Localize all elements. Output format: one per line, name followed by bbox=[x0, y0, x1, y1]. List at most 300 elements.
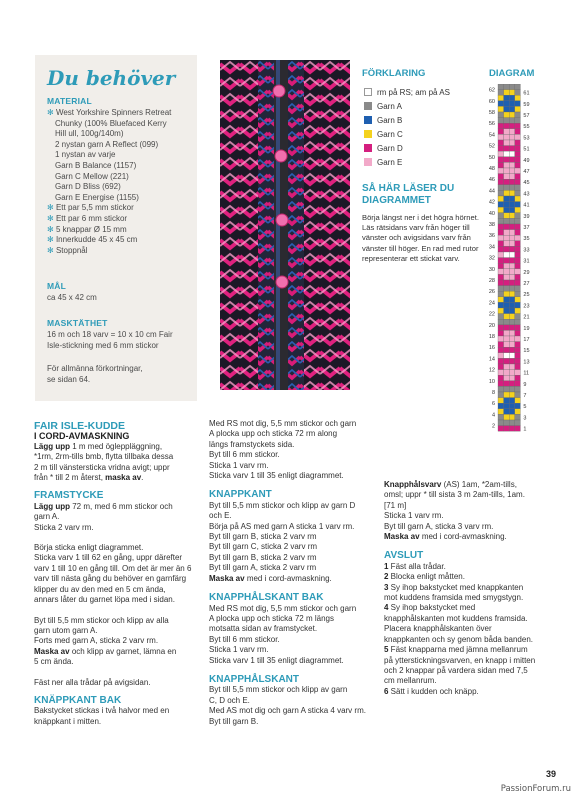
row-number-right: 5 bbox=[523, 404, 527, 411]
chart-cell bbox=[509, 336, 515, 342]
chart-cell bbox=[515, 151, 521, 157]
row-number-right: 61 bbox=[523, 90, 530, 97]
legend-item: rm på RS; am på AS bbox=[364, 87, 450, 97]
chart-cell bbox=[509, 95, 515, 101]
chart-cell bbox=[509, 196, 515, 202]
knitting-chart-grid bbox=[480, 84, 542, 444]
chart-cell bbox=[504, 319, 510, 325]
chart-cell bbox=[498, 302, 504, 308]
chart-cell bbox=[515, 246, 521, 252]
row-number-right: 37 bbox=[523, 225, 530, 231]
material-item: Garn B Balance (1157) bbox=[55, 160, 137, 170]
legend-item: Garn A bbox=[364, 101, 402, 111]
chart-cell bbox=[498, 151, 504, 157]
chart-cell bbox=[504, 274, 510, 280]
chart-cell bbox=[504, 342, 510, 348]
chart-cell bbox=[509, 274, 515, 280]
chart-cell bbox=[509, 314, 515, 320]
row-number-left: 36 bbox=[488, 233, 495, 240]
chart-cell bbox=[498, 157, 504, 163]
chart-cell bbox=[504, 157, 510, 163]
row-number-left: 32 bbox=[488, 255, 495, 262]
material-item: ✻ Ett par 6 mm stickor bbox=[47, 213, 128, 223]
chart-cell bbox=[498, 190, 504, 196]
chart-cell bbox=[515, 101, 521, 107]
chart-cell bbox=[515, 386, 521, 392]
row-number-right: 53 bbox=[523, 135, 530, 142]
material-item: Hill ull, 100g/140m) bbox=[55, 129, 124, 139]
material-item: Garn E Energise (1155) bbox=[55, 192, 139, 202]
chart-cell bbox=[504, 123, 510, 129]
chart-cell bbox=[509, 112, 515, 118]
chart-cell bbox=[515, 207, 521, 213]
legend-item: Garn B bbox=[364, 115, 402, 125]
chart-cell bbox=[504, 230, 510, 236]
chart-cell bbox=[509, 342, 515, 348]
row-number-left: 56 bbox=[488, 121, 495, 128]
chart-cell bbox=[498, 370, 504, 376]
row-number-right: 13 bbox=[523, 359, 530, 366]
chart-cell bbox=[509, 168, 515, 174]
row-number-left: 10 bbox=[488, 378, 495, 385]
paragraph: Byt till 5,5 mm stickor och klipp av alla garn utom garn A. Forts med garn A, sticka 2 varv rm. Maska av och klipp av garnet, lämna en 5 cm ända. bbox=[34, 615, 177, 667]
chart-cell bbox=[509, 202, 515, 208]
row-number-left: 42 bbox=[488, 199, 495, 206]
chart-cell bbox=[504, 196, 510, 202]
chart-cell bbox=[504, 162, 510, 168]
chart-cell bbox=[515, 179, 521, 185]
pattern-title: FAIR ISLE-KUDDE bbox=[34, 420, 126, 432]
cushion-photo bbox=[220, 60, 350, 390]
chart-cell bbox=[498, 263, 504, 269]
chart-cell bbox=[504, 353, 510, 359]
chart-cell bbox=[509, 151, 515, 157]
row-number-right: 25 bbox=[523, 292, 530, 299]
watermark: PassionForum.ru bbox=[500, 784, 571, 794]
row-number-left: 54 bbox=[488, 132, 495, 139]
chart-cell bbox=[504, 426, 510, 432]
paragraph: Med RS mot dig, 5,5 mm stickor och garn A plocka upp och sticka 72 m längs motsatta sidan av framstycket. Byt till 6 mm stickor. Sticka 1 varv rm. Sticka varv 1 till 35 enligt diagrammet. bbox=[209, 603, 357, 665]
material-item: ✻ Stoppnål bbox=[47, 245, 88, 255]
material-item: Chunky (100% Bluefaced Kerry bbox=[55, 118, 167, 128]
row-number-right: 55 bbox=[523, 124, 530, 131]
chart-cell bbox=[515, 364, 521, 370]
knit-pattern-image bbox=[220, 60, 350, 390]
chart-cell bbox=[509, 230, 515, 236]
chart-cell bbox=[504, 347, 510, 353]
chart-cell bbox=[515, 420, 521, 426]
material-item: 2 nystan garn A Reflect (099) bbox=[55, 139, 159, 149]
row-number-left: 58 bbox=[488, 110, 495, 116]
chart-cell bbox=[504, 168, 510, 174]
chart-cell bbox=[504, 386, 510, 392]
chart-cell bbox=[504, 241, 510, 247]
chart-cell bbox=[498, 134, 504, 140]
chart-cell bbox=[515, 129, 521, 135]
chart-cell bbox=[504, 213, 510, 219]
chart-cell bbox=[515, 95, 521, 101]
chart-cell bbox=[504, 308, 510, 314]
gauge-heading: MASKTÄTHET bbox=[47, 318, 108, 328]
chart-cell bbox=[509, 263, 515, 269]
chart-cell bbox=[498, 185, 504, 191]
chart-cell bbox=[504, 370, 510, 376]
abbreviations-note: För allmänna förkortningar, se sidan 64. bbox=[47, 364, 143, 384]
chart-cell bbox=[515, 403, 521, 409]
chart-cell bbox=[515, 230, 521, 236]
row-number-right: 35 bbox=[523, 236, 530, 243]
row-number-left: 4 bbox=[491, 412, 495, 419]
material-item: ✻ 5 knappar Ø 15 mm bbox=[47, 224, 127, 234]
chart-cell bbox=[498, 314, 504, 320]
chart-cell bbox=[509, 157, 515, 163]
chart-cell bbox=[515, 342, 521, 348]
chart-cell bbox=[498, 258, 504, 264]
chart-cell bbox=[498, 168, 504, 174]
row-number-right: 21 bbox=[523, 314, 530, 321]
chart-cell bbox=[509, 330, 515, 336]
chart-cell bbox=[504, 129, 510, 135]
step: 3 Sy ihop bakstycket med knappkanten mot kuddens framsida med smygstygn. bbox=[384, 582, 524, 603]
chart-cell bbox=[515, 381, 521, 387]
chart-cell bbox=[504, 420, 510, 426]
pattern-subtitle: I CORD-AVMASKNING bbox=[34, 431, 130, 442]
chart-cell bbox=[498, 286, 504, 292]
materials-card-title: Du behöver bbox=[47, 66, 176, 90]
chart-cell bbox=[498, 392, 504, 398]
legend-title: FÖRKLARING bbox=[362, 68, 426, 79]
chart-cell bbox=[515, 235, 521, 241]
section-heading: KNÄPPKANT BAK bbox=[34, 694, 122, 706]
chart-cell bbox=[504, 269, 510, 275]
chart-cell bbox=[504, 409, 510, 415]
chart-cell bbox=[509, 302, 515, 308]
row-number-left: 44 bbox=[488, 188, 495, 195]
material-item: Garn C Mellow (221) bbox=[55, 171, 129, 181]
row-number-left: 24 bbox=[488, 300, 495, 307]
chart-cell bbox=[515, 157, 521, 163]
row-number-right: 9 bbox=[523, 381, 527, 388]
chart-cell bbox=[498, 274, 504, 280]
chart-cell bbox=[509, 398, 515, 404]
chart-cell bbox=[515, 336, 521, 342]
chart-cell bbox=[509, 308, 515, 314]
chart-cell bbox=[504, 151, 510, 157]
chart-cell bbox=[515, 370, 521, 376]
row-number-left: 8 bbox=[491, 390, 495, 396]
row-number-right: 3 bbox=[523, 415, 527, 422]
chart-cell bbox=[498, 386, 504, 392]
chart-cell bbox=[498, 426, 504, 432]
row-number-right: 45 bbox=[523, 180, 530, 187]
chart-cell bbox=[509, 386, 515, 392]
row-number-left: 52 bbox=[488, 143, 495, 150]
chart-cell bbox=[504, 375, 510, 381]
row-number-right: 41 bbox=[523, 202, 530, 209]
chart-cell bbox=[498, 123, 504, 129]
chart-cell bbox=[498, 140, 504, 146]
chart-cell bbox=[504, 297, 510, 303]
row-number-left: 38 bbox=[488, 222, 495, 228]
gauge-text: 16 m och 18 varv = 10 x 10 cm Fair Isle-stickning med 6 mm stickor bbox=[47, 330, 173, 350]
chart-cell bbox=[498, 118, 504, 124]
row-number-left: 22 bbox=[488, 311, 495, 318]
chart-cell bbox=[504, 207, 510, 213]
chart-cell bbox=[515, 398, 521, 404]
chart-cell bbox=[498, 101, 504, 107]
row-number-right: 59 bbox=[523, 101, 530, 108]
chart-cell bbox=[515, 90, 521, 96]
chart-cell bbox=[515, 241, 521, 247]
chart-cell bbox=[509, 185, 515, 191]
row-number-left: 14 bbox=[488, 356, 495, 363]
chart-cell bbox=[515, 308, 521, 314]
legend-item: Garn C bbox=[364, 129, 403, 139]
chart-cell bbox=[515, 202, 521, 208]
paragraph: Byt till 5,5 mm stickor och klipp av garn D och E. Börja på AS med garn A sticka 1 varv rm. Byt till garn B, sticka 2 varv rm Byt till garn C, sticka 2 varv rm Byt till garn B, sticka 2 varv rm Byt till garn A, sticka 2 varv rm Maska av med i cord-avmaskning. bbox=[209, 500, 356, 583]
chart-cell bbox=[498, 291, 504, 297]
paragraph: Börja sticka enligt diagrammet. Sticka varv 1 till 62 en gång, uppr därefter varv 1 till 10 en gång till. Om det är mer än 6 varv till nästa gång du behöver en garnfärg klipper du av den med en 5 cm ända, annars låter du garnet löpa med i sidan. bbox=[34, 543, 192, 605]
chart-cell bbox=[498, 308, 504, 314]
material-item: ✻ West Yorkshire Spinners Retreat bbox=[47, 108, 172, 117]
chart-cell bbox=[509, 364, 515, 370]
row-number-left: 50 bbox=[488, 154, 495, 161]
paragraph: Bakstycket stickas i två halvor med en knäppkant i mitten. bbox=[34, 706, 170, 726]
chart-cell bbox=[498, 336, 504, 342]
chart-cell bbox=[504, 134, 510, 140]
chart-cell bbox=[515, 347, 521, 353]
chart-cell bbox=[515, 358, 521, 364]
chart-cell bbox=[504, 146, 510, 152]
chart-cell bbox=[509, 252, 515, 258]
material-item: 1 nystan av varje bbox=[55, 150, 116, 160]
legend-item: Garn D bbox=[364, 143, 403, 153]
paragraph: Knapphålsvarv (AS) 1am, *2am-tills, omsl; uppr * till sista 3 m 2am-tills, 1am. [71 m] Sticka 1 varv rm. Byt till garn A, sticka 3 varv rm. Maska av med i cord-avmaskning. bbox=[384, 480, 525, 542]
chart-cell bbox=[515, 123, 521, 129]
step: 2 Blocka enligt måtten. bbox=[384, 572, 465, 582]
row-number-left: 26 bbox=[488, 289, 495, 296]
chart-cell bbox=[509, 213, 515, 219]
chart-cell bbox=[504, 202, 510, 208]
step: 1 Fäst alla trådar. bbox=[384, 561, 446, 571]
chart-cell bbox=[504, 235, 510, 241]
chart-cell bbox=[509, 392, 515, 398]
chart-cell bbox=[515, 274, 521, 280]
chart-cell bbox=[515, 302, 521, 308]
chart-cell bbox=[509, 174, 515, 180]
row-number-right: 43 bbox=[523, 191, 530, 198]
chart-cell bbox=[498, 207, 504, 213]
material-list bbox=[47, 108, 197, 256]
material-item: Garn D Bliss (692) bbox=[55, 182, 121, 192]
chart-cell bbox=[509, 134, 515, 140]
chart-cell bbox=[498, 218, 504, 224]
chart-cell bbox=[515, 269, 521, 275]
chart-cell bbox=[498, 381, 504, 387]
chart-cell bbox=[509, 84, 515, 90]
chart-cell bbox=[504, 246, 510, 252]
row-number-left: 46 bbox=[488, 177, 495, 184]
chart-cell bbox=[504, 224, 510, 230]
chart-cell bbox=[509, 297, 515, 303]
section-heading: KNAPPKANT bbox=[209, 489, 272, 501]
chart-cell bbox=[504, 190, 510, 196]
row-number-right: 57 bbox=[523, 113, 530, 119]
chart-cell bbox=[498, 129, 504, 135]
chart-cell bbox=[515, 353, 521, 359]
chart-cell bbox=[498, 230, 504, 236]
row-number-right: 27 bbox=[523, 281, 530, 287]
chart-cell bbox=[509, 353, 515, 359]
step: 4 Sy ihop bakstycket med knapphålskanten mot kuddens framsida. Placera knapphålskanten över knappkanten och sy genom båda banden. bbox=[384, 603, 534, 644]
chart-cell bbox=[515, 280, 521, 286]
chart-cell bbox=[504, 174, 510, 180]
chart-cell bbox=[509, 414, 515, 420]
size-text: ca 45 x 42 cm bbox=[47, 293, 97, 302]
row-number-left: 16 bbox=[488, 345, 495, 352]
chart-cell bbox=[515, 263, 521, 269]
chart-cell bbox=[498, 403, 504, 409]
chart-cell bbox=[515, 319, 521, 325]
row-number-left: 18 bbox=[488, 334, 495, 340]
chart-cell bbox=[498, 330, 504, 336]
chart-cell bbox=[504, 84, 510, 90]
chart-cell bbox=[509, 235, 515, 241]
row-number-right: 1 bbox=[523, 426, 527, 433]
chart-cell bbox=[498, 174, 504, 180]
chart-cell bbox=[515, 84, 521, 90]
chart-cell bbox=[509, 140, 515, 146]
chart-cell bbox=[509, 146, 515, 152]
chart-cell bbox=[509, 403, 515, 409]
chart-cell bbox=[498, 90, 504, 96]
chart-cell bbox=[498, 398, 504, 404]
row-number-left: 60 bbox=[488, 98, 495, 105]
chart-cell bbox=[509, 370, 515, 376]
chart-cell bbox=[515, 291, 521, 297]
chart-cell bbox=[509, 381, 515, 387]
step: 5 Fäst knapparna med jämna mellanrum på ytterstickningsvarven, en knapp i mitten och 2 knappar på vardera sidan med 7,5 cm mellanrum. bbox=[384, 645, 536, 686]
chart-cell bbox=[498, 196, 504, 202]
chart-cell bbox=[509, 179, 515, 185]
chart-cell bbox=[515, 140, 521, 146]
chart-cell bbox=[498, 347, 504, 353]
chart-cell bbox=[509, 190, 515, 196]
chart-cell bbox=[504, 112, 510, 118]
page-number: 39 bbox=[545, 769, 556, 779]
chart-cell bbox=[515, 134, 521, 140]
chart-cell bbox=[498, 364, 504, 370]
row-number-left: 6 bbox=[491, 401, 495, 408]
chart-cell bbox=[515, 426, 521, 432]
chart-cell bbox=[498, 358, 504, 364]
chart-cell bbox=[498, 325, 504, 331]
chart-cell bbox=[498, 106, 504, 112]
chart-cell bbox=[515, 168, 521, 174]
chart-cell bbox=[509, 375, 515, 381]
chart-cell bbox=[498, 319, 504, 325]
row-number-left: 40 bbox=[488, 210, 495, 217]
paragraph: Lägg upp 72 m, med 6 mm stickor och garn A. Sticka 2 varv rm. bbox=[34, 501, 173, 532]
chart-cell bbox=[504, 398, 510, 404]
chart-cell bbox=[509, 291, 515, 297]
row-number-right: 11 bbox=[523, 370, 530, 377]
howto-text: Börja längst ner i det högra hörnet. Läs rätsidans varv från höger till vänster och avigsidans varv från vänster till höger. En rad med rutor representerar ett stickat varv. bbox=[362, 213, 479, 263]
chart-cell bbox=[509, 123, 515, 129]
chart-cell bbox=[504, 118, 510, 124]
chart-cell bbox=[515, 185, 521, 191]
chart-cell bbox=[498, 246, 504, 252]
chart-cell bbox=[504, 336, 510, 342]
chart-cell bbox=[515, 190, 521, 196]
section-heading: AVSLUT bbox=[384, 550, 424, 562]
chart-grid-cells bbox=[498, 84, 520, 431]
row-number-right: 49 bbox=[523, 157, 530, 164]
chart-cell bbox=[498, 213, 504, 219]
chart-cell bbox=[515, 224, 521, 230]
paragraph: Fäst ner alla trådar på avigsidan. bbox=[34, 677, 151, 687]
chart-cell bbox=[498, 202, 504, 208]
chart-cell bbox=[504, 392, 510, 398]
chart-cell bbox=[498, 375, 504, 381]
chart-cell bbox=[504, 364, 510, 370]
chart-cell bbox=[504, 179, 510, 185]
row-number-left: 48 bbox=[488, 166, 495, 172]
chart-cell bbox=[504, 218, 510, 224]
chart-cell bbox=[498, 224, 504, 230]
row-number-left: 12 bbox=[488, 367, 495, 374]
swatch-icon bbox=[364, 88, 372, 96]
chart-cell bbox=[504, 302, 510, 308]
row-number-right: 7 bbox=[523, 393, 527, 399]
diagram-title: DIAGRAM bbox=[489, 68, 535, 79]
chart-cell bbox=[515, 213, 521, 219]
chart-cell bbox=[509, 420, 515, 426]
row-number-right: 39 bbox=[523, 213, 530, 220]
row-number-left: 34 bbox=[488, 244, 495, 251]
chart-cell bbox=[504, 314, 510, 320]
row-number-left: 2 bbox=[491, 423, 495, 430]
chart-cell bbox=[498, 162, 504, 168]
legend-item: Garn E bbox=[364, 157, 402, 167]
row-number-right: 23 bbox=[523, 303, 530, 310]
chart-cell bbox=[498, 252, 504, 258]
chart-cell bbox=[509, 286, 515, 292]
chart-cell bbox=[504, 263, 510, 269]
chart-cell bbox=[504, 403, 510, 409]
chart-cell bbox=[515, 146, 521, 152]
section-heading: KNAPPHÅLSKANT bbox=[209, 673, 299, 685]
row-number-left: 20 bbox=[488, 322, 495, 329]
chart-cell bbox=[515, 162, 521, 168]
chart-cell bbox=[498, 280, 504, 286]
chart-cell bbox=[504, 280, 510, 286]
chart-cell bbox=[504, 325, 510, 331]
chart-cell bbox=[498, 95, 504, 101]
chart-cell bbox=[515, 258, 521, 264]
chart-cell bbox=[504, 358, 510, 364]
chart-cell bbox=[515, 174, 521, 180]
chart-cell bbox=[509, 106, 515, 112]
howto-title: SÅ HÄR LÄSER DU DIAGRAMMET bbox=[362, 183, 455, 206]
row-number-left: 28 bbox=[488, 278, 495, 284]
size-heading: MÅL bbox=[47, 281, 67, 291]
chart-cell bbox=[509, 207, 515, 213]
chart-cell bbox=[498, 297, 504, 303]
chart-cell bbox=[509, 258, 515, 264]
material-item: ✻ Ett par 5,5 mm stickor bbox=[47, 203, 134, 213]
chart-cell bbox=[498, 112, 504, 118]
